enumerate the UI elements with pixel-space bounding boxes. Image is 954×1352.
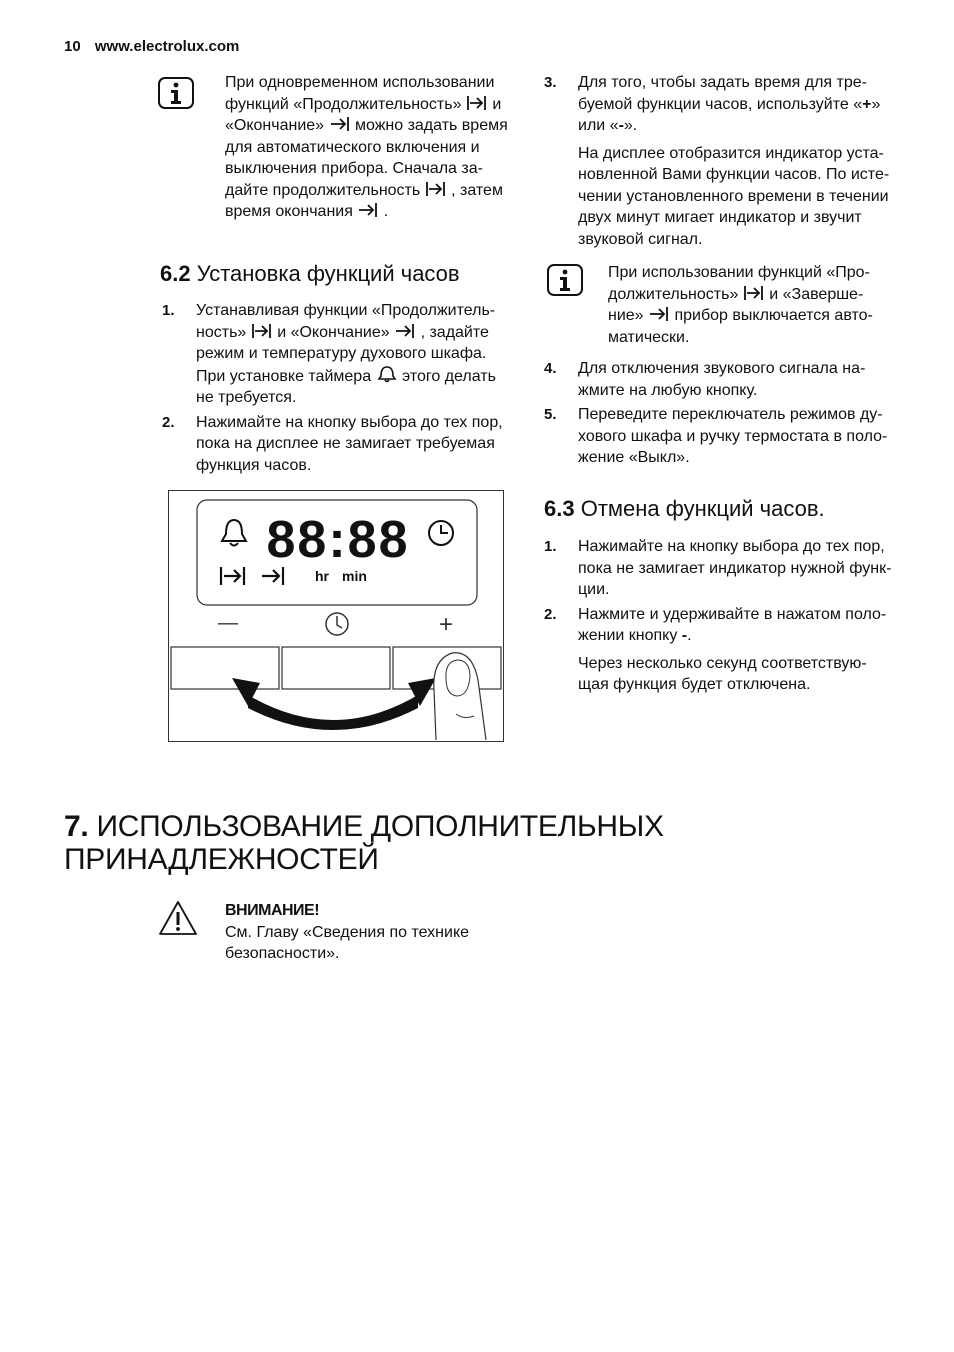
clock-control-panel-illustration (168, 490, 504, 747)
end-time-icon (357, 202, 379, 218)
select-key (282, 647, 390, 689)
display-digits: 88:88 (266, 511, 410, 569)
section-7-heading: 7. ИСПОЛЬЗОВАНИЕ ДОПОЛНИТЕЛЬНЫХ ПРИНАДЛЕЖНОСТЕЙ (64, 810, 664, 876)
hr-label: hr (315, 568, 329, 584)
end-time-icon (329, 116, 351, 132)
section-6-2-heading: 6.2 Установка функций часов (160, 261, 460, 286)
warning-icon (158, 900, 198, 941)
duration-icon (251, 323, 273, 339)
site-url: www.electrolux.com (94, 38, 240, 55)
note-auto-off: При использовании функций «Про- должительность» и «Заверше- ние» прибор выключается авто- матически. (608, 264, 873, 346)
right-list-4-5 (544, 358, 904, 472)
list-item: 1. Нажимайте на кнопку выбора до тех пор, пока не замигает индикатор нужной функ- ции. (544, 538, 892, 598)
info-icon (158, 77, 194, 114)
list-item: 2. Нажимайте на кнопку выбора до тех пор, пока на дисплее не замигает требуемая функция часов. (162, 413, 503, 474)
right-column (544, 72, 904, 250)
warning-heading: ВНИМАНИЕ! (225, 902, 320, 919)
page-header (64, 38, 239, 55)
list-item: 1. Устанавливая функции «Продолжитель- ность» и «Окончание» , задайте режим и температуру духового шкафа. При установке таймера этого делать не требуется. (162, 302, 496, 406)
list-item: 4. Для отключения звукового сигнала на- жмите на любую кнопку. (544, 360, 866, 399)
section-6-3-heading: 6.3 Отмена функций часов. (544, 496, 825, 521)
bell-icon (376, 365, 398, 383)
item-2-paragraph: Через несколько секунд соответствую- щая функция будет отключена. (578, 654, 867, 693)
end-time-icon (648, 306, 670, 322)
info-icon (547, 264, 583, 301)
duration-icon (466, 95, 488, 111)
warning-block: ВНИМАНИЕ! См. Главу «Сведения по технике безопасности». (225, 900, 545, 965)
min-label: min (342, 568, 367, 584)
item-3-paragraph: На дисплее отобразится индикатор уста- новленной Вами функции часов. По исте- чении установленного времени в течении двух минут мигает индикатор и звучит звуковой сигнал. (578, 144, 890, 248)
section-6-3-list (544, 536, 904, 696)
plus-symbol: + (438, 611, 454, 638)
duration-icon (425, 181, 447, 197)
section-6-2-list (162, 300, 522, 479)
list-item: 3. Для того, чтобы задать время для тре- буемой функции часов, используйте «+» или «-». (544, 74, 881, 134)
duration-icon (743, 285, 765, 301)
end-time-icon (394, 323, 416, 339)
list-item: 2. Нажмите и удерживайте в нажатом поло- жении кнопку -. (544, 605, 887, 644)
minus-key (171, 647, 279, 689)
list-item: 5. Переведите переключатель режимов ду- хового шкафа и ручку термостата в поло- жение «Выкл». (544, 406, 888, 466)
minus-symbol: — (218, 612, 238, 634)
page-number: 10 (64, 38, 81, 55)
note-duration-end: При одновременном использовании функций «Продолжительность» и «Окончание» можно задать время для автоматического включения и выключения прибора. Сначала за- дайте продолжительность , затем время окончания . (225, 74, 508, 220)
